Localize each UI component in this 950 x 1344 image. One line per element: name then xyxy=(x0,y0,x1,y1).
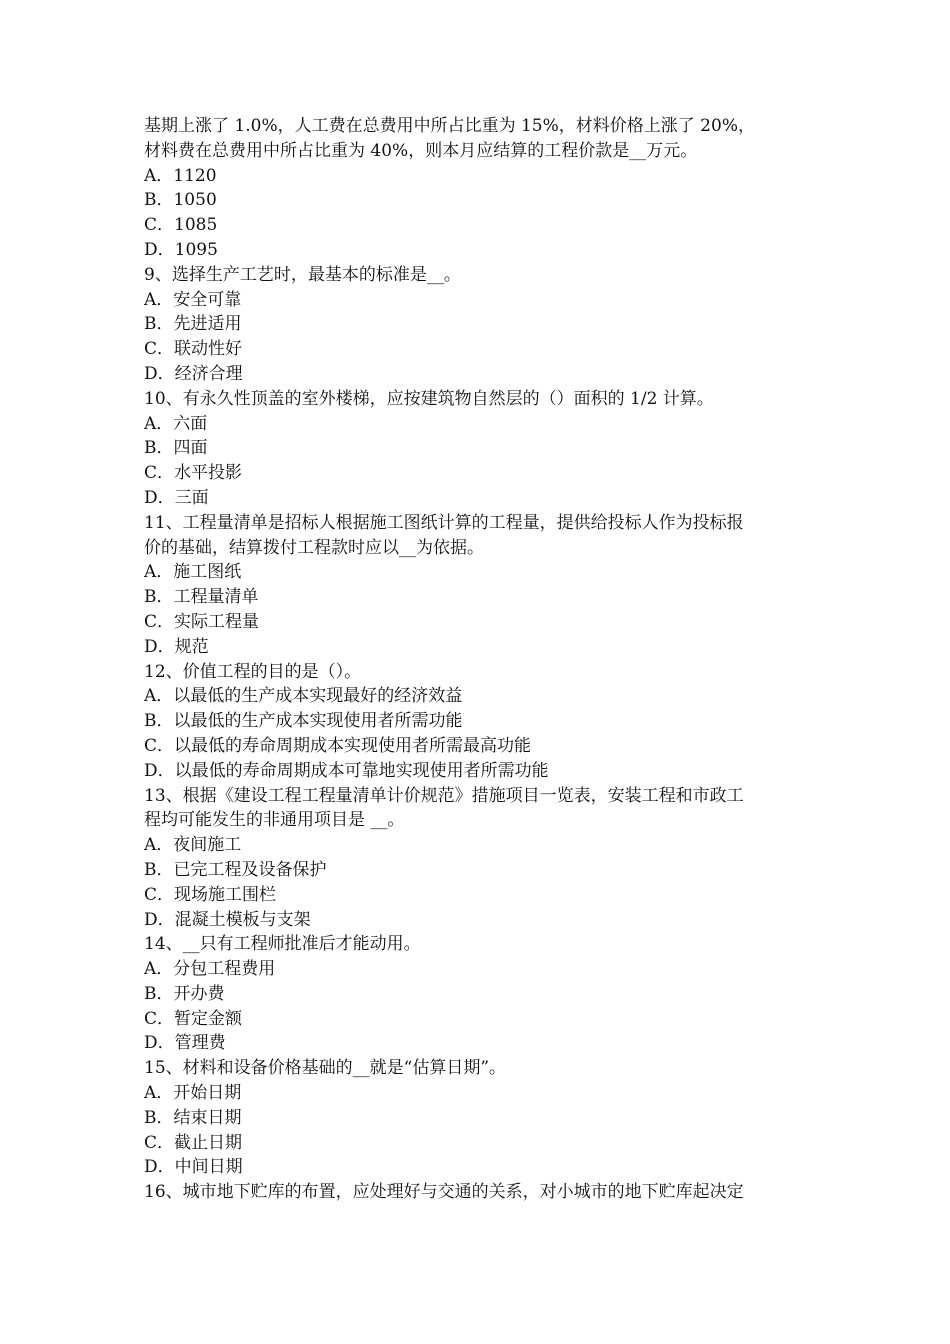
answer-option: B．已完工程及设备保护 xyxy=(144,859,327,880)
answer-option: C．现场施工围栏 xyxy=(144,884,277,905)
answer-option: A．开始日期 xyxy=(144,1083,242,1104)
answer-option: C．水平投影 xyxy=(144,463,243,484)
text-line: 基期上涨了 1.0%，人工费在总费用中所占比重为 15%，材料价格上涨了 20%， xyxy=(144,116,755,136)
question-line: 15、材料和设备价格基础的__就是“估算日期”。 xyxy=(144,1058,507,1079)
answer-option: D．三面 xyxy=(144,487,209,508)
answer-option: C．实际工程量 xyxy=(144,611,260,632)
answer-option: C．暂定金额 xyxy=(144,1008,243,1029)
text-line: 材料费在总费用中所占比重为 40%，则本月应结算的工程价款是__万元。 xyxy=(144,140,698,161)
answer-option: C．1085 xyxy=(144,215,218,236)
question-line: 10、有永久性顶盖的室外楼梯，应按建筑物自然层的（）面积的 1/2 计算。 xyxy=(144,388,714,409)
answer-option: D．1095 xyxy=(144,239,218,260)
question-line: 11、工程量清单是招标人根据施工图纸计算的工程量，提供给投标人作为投标报 xyxy=(144,512,744,533)
answer-option: C．联动性好 xyxy=(144,339,243,360)
question-line: 12、价值工程的目的是（）。 xyxy=(144,661,362,682)
answer-option: D．中间日期 xyxy=(144,1157,243,1178)
answer-option: D．混凝土模板与支架 xyxy=(144,909,311,930)
answer-option: B．工程量清单 xyxy=(144,587,259,608)
answer-option: B．结束日期 xyxy=(144,1107,242,1128)
answer-option: D．以最低的寿命周期成本可靠地实现使用者所需功能 xyxy=(144,760,549,781)
question-line: 9、选择生产工艺时，最基本的标准是__。 xyxy=(144,264,461,285)
answer-option: B．四面 xyxy=(144,438,208,459)
answer-option: B．开办费 xyxy=(144,983,225,1004)
answer-option: D．经济合理 xyxy=(144,363,243,384)
question-line: 13、根据《建设工程工程量清单计价规范》措施项目一览表，安装工程和市政工 xyxy=(144,785,744,806)
answer-option: A．安全可靠 xyxy=(144,289,242,310)
answer-option: A．1120 xyxy=(144,165,217,186)
answer-option: A．六面 xyxy=(144,413,208,434)
answer-option: B．以最低的生产成本实现使用者所需功能 xyxy=(144,711,463,732)
question-line: 14、__只有工程师批准后才能动用。 xyxy=(144,934,421,955)
answer-option: A．以最低的生产成本实现最好的经济效益 xyxy=(144,686,463,707)
text-line: 程均可能发生的非通用项目是 __。 xyxy=(144,810,405,831)
answer-option: C．截止日期 xyxy=(144,1132,243,1153)
answer-option: C．以最低的寿命周期成本实现使用者所需最高功能 xyxy=(144,735,532,756)
answer-option: A．分包工程费用 xyxy=(144,959,276,980)
answer-option: D．规范 xyxy=(144,636,209,657)
document-page xyxy=(144,114,812,1205)
answer-option: D．管理费 xyxy=(144,1033,226,1054)
answer-option: B．先进适用 xyxy=(144,314,242,335)
question-line: 16、城市地下贮库的布置，应处理好与交通的关系，对小城市的地下贮库起决定 xyxy=(144,1182,744,1203)
text-line: 价的基础，结算拨付工程款时应以__为依据。 xyxy=(144,537,484,558)
answer-option: B．1050 xyxy=(144,190,217,211)
answer-option: A．夜间施工 xyxy=(144,835,242,856)
answer-option: A．施工图纸 xyxy=(144,562,242,583)
